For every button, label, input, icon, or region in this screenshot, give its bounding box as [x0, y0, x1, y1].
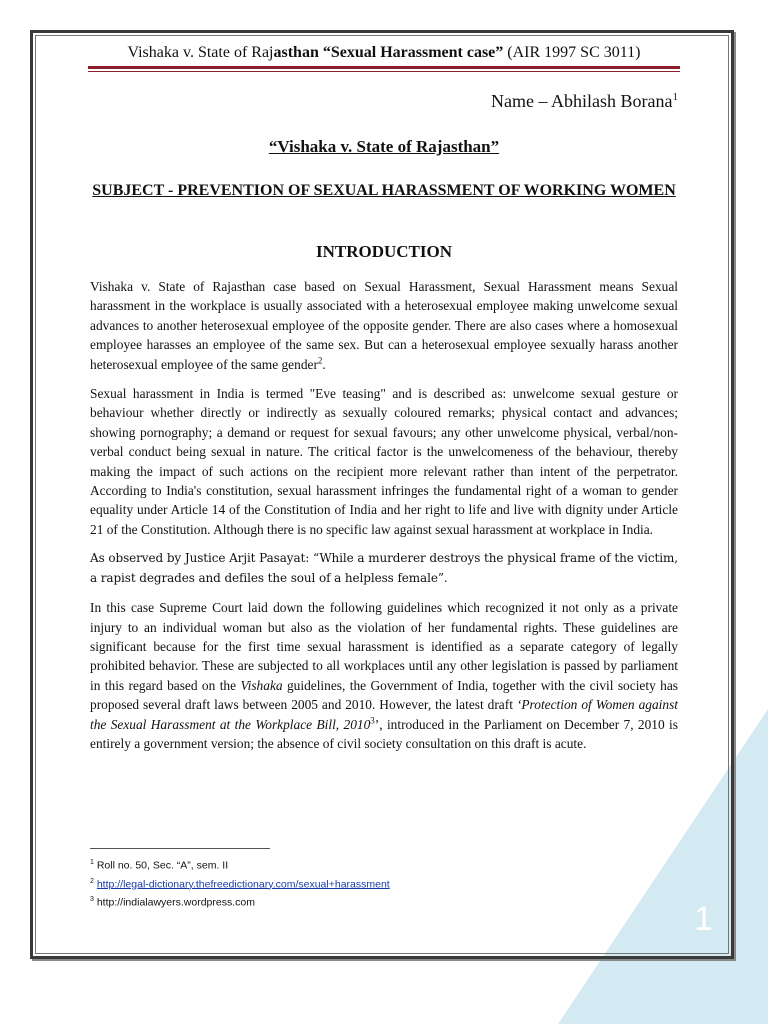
bill-title-italic: ‘Protection of Women against the Sexual Harassment at the Workplace Bill, 2010	[90, 697, 679, 732]
footnote-3-text: http://indialawyers.wordpress.com	[96, 896, 255, 909]
footnote-1-text: Roll no. 50, Sec. “A”, sem. II	[96, 859, 229, 872]
author-name: Name – Abhilash Borana	[491, 91, 673, 111]
author-footnote-ref: 1	[672, 91, 678, 103]
footnote-ref-2: 2	[317, 355, 323, 366]
header-rule-thin	[88, 71, 680, 72]
running-header	[90, 44, 678, 62]
header-text-bold-1: asthan	[273, 44, 319, 61]
vishaka-italic: Vishaka	[240, 677, 283, 693]
body-text	[90, 277, 678, 763]
section-heading: INTRODUCTION	[315, 242, 453, 261]
author-line	[491, 91, 678, 112]
footnote-2-link[interactable]: http://legal-dictionary.thefreedictionary.com/sexual+harassment	[96, 878, 390, 890]
paragraph-3-quote: As observed by Justice Arjit Pasayat: “While a murderer destroys the physical frame of the victim, a rapist degrades and defiles the soul of a helpless female”.	[90, 551, 678, 585]
header-citation: (AIR 1997 SC 3011)	[503, 44, 641, 61]
paragraph-1-end: .	[322, 356, 326, 372]
page-number: 1	[694, 900, 713, 938]
footnote-3	[90, 892, 590, 911]
header-rule	[88, 66, 680, 69]
footnotes	[90, 855, 590, 911]
paragraph-1	[90, 277, 678, 374]
footnote-1-number: 1	[90, 859, 94, 866]
header-text-bold-2: “Sexual Harassment case”	[318, 44, 504, 61]
footnote-ref-3: 3	[370, 715, 375, 726]
footnote-2	[90, 874, 590, 893]
subject-heading: SUBJECT - PREVENTION OF SEXUAL HARASSMENT OF WORKING WOMEN	[92, 182, 676, 199]
footnote-3-number: 3	[90, 896, 94, 903]
paragraph-4-part-c: ’, introduced in the Parliament on December 7, 2010 is entirely a government version; the absence of civil society consultation on this draft is acute.	[90, 716, 678, 751]
paragraph-1-text: Vishaka v. State of Rajasthan case based on Sexual Harassment, Sexual Harassment means Sexual harassment in the workplace is usually associated with a heterosexual employee making unwelcome sexual advances to another heterosexual employee of the opposite gender. There are also cases where a homosexual employee harasses an employee of the same sex. But can a heterosexual employee sexually harass another heterosexual employee of the same gender	[90, 279, 678, 372]
paragraph-4-part-b: guidelines, the Government of India, together with the civil society has proposed several draft laws between 2005 and 2010. However, the latest draft	[90, 677, 678, 713]
footnote-1	[90, 855, 590, 874]
document-title: “Vishaka v. State of Rajasthan”	[268, 137, 500, 156]
header-text-plain: Vishaka v. State of Raj	[127, 44, 274, 61]
footnote-separator	[90, 848, 270, 849]
paragraph-4-part-a: In this case Supreme Court laid down the following guidelines which recognized it not only as a private injury to an individual woman but also as the violation of her fundamental rights. These guidelines are significant because for the first time sexual harassment is identified as a separate category of legally prohibited behavior. These are subjected to all workplaces until any other legislation is passed by parliament in this regard based on the	[90, 600, 678, 693]
paragraph-4	[90, 598, 678, 753]
footnote-2-number: 2	[90, 877, 94, 885]
paragraph-2: Sexual harassment in India is termed "Eve teasing" and is described as: unwelcome sexual gesture or behaviour whether directly or indirectly as sexually coloured remarks; physical contact and advances; showing pornography; a demand or request for sexual favours; any other unwelcome physical, verbal/non-verbal conduct being sexual in nature. The critical factor is the unwelcomeness of the behaviour, thereby making the impact of such actions on the recipient more relevant rather than intent of the perpetrator. According to India's constitution, sexual harassment infringes the fundamental right of a woman to gender equality under Article 14 of the Constitution of India and her right to life and live with dignity under Article 21 of the Constitution. Although there is no specific law against sexual harassment at workplace in India.	[90, 386, 678, 537]
